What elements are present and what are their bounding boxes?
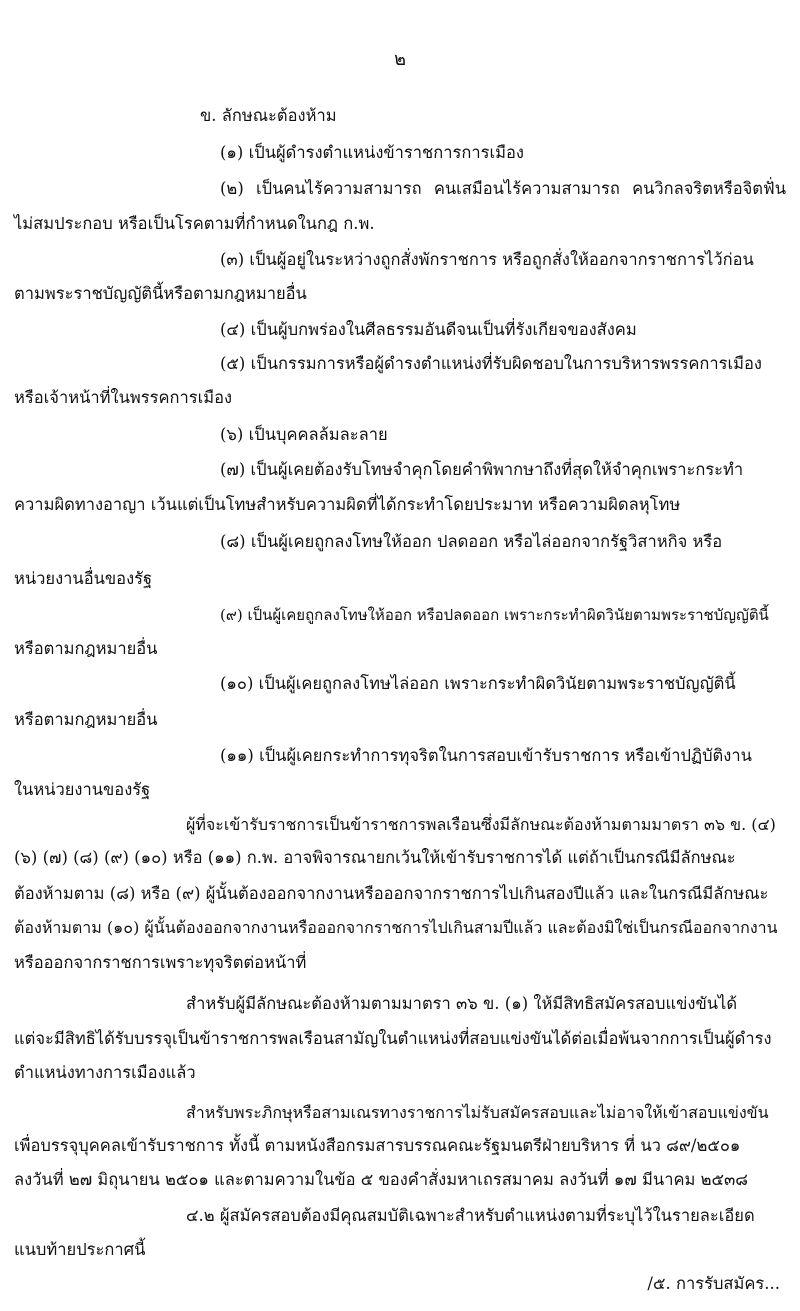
paragraph-4-line-1: ๔.๒ ผู้สมัครสอบต้องมีคุณสมบัติเฉพาะสำหรับตำแหน่งตามที่ระบุไว้ในรายละเอียด bbox=[186, 1206, 755, 1225]
page-number: ๒ bbox=[394, 49, 406, 70]
item-5-line-1: (๕) เป็นกรรมการหรือผู้ดำรงตำแหน่งที่รับผิดชอบในการบริหารพรรคการเมือง bbox=[220, 354, 762, 373]
paragraph-3-line-3: ลงวันที่ ๒๗ มิถุนายน ๒๕๐๑ และตามความในข้อ ๕ ของคำสั่งมหาเถรสมาคม ลงวันที่ ๑๗ มีนาคม ๒๕๓๘ bbox=[14, 1170, 749, 1189]
item-2-line-1: (๒) เป็นคนไร้ความสามารถ คนเสมือนไร้ความสามารถ คนวิกลจริตหรือจิตฟั่น bbox=[220, 179, 786, 198]
item-4: (๔) เป็นผู้บกพร่องในศีลธรรมอันดีจนเป็นที่รังเกียจของสังคม bbox=[220, 320, 637, 339]
paragraph-1-line-3: ต้องห้ามตาม (๘) หรือ (๙) ผู้นั้นต้องออกจากงานหรือออกจากราชการไปเกินสองปีแล้ว และในกรณีมีลักษณะ bbox=[14, 884, 769, 903]
section-heading: ข. ลักษณะต้องห้าม bbox=[200, 106, 337, 125]
item-3-line-2: ตามพระราชบัญญัตินี้หรือตามกฎหมายอื่น bbox=[14, 284, 307, 303]
item-7-line-1: (๗) เป็นผู้เคยต้องรับโทษจำคุกโดยคำพิพากษาถึงที่สุดให้จำคุกเพราะกระทำ bbox=[220, 460, 744, 479]
item-9-line-1: (๙) เป็นผู้เคยถูกลงโทษให้ออก หรือปลดออก เพราะกระทำผิดวินัยตามพระราชบัญญัตินี้ bbox=[220, 606, 769, 624]
item-5-line-2: หรือเจ้าหน้าที่ในพรรคการเมือง bbox=[14, 388, 233, 407]
item-9-line-2: หรือตามกฎหมายอื่น bbox=[14, 639, 158, 658]
item-11-line-2: ในหน่วยงานของรัฐ bbox=[14, 780, 151, 799]
paragraph-1-line-4: ต้องห้ามตาม (๑๐) ผู้นั้นต้องออกจากงานหรือออกจากราชการไปเกินสามปีแล้ว และต้องมิใช่เป็นกรณีออกจากงาน bbox=[14, 918, 778, 937]
item-11-line-1: (๑๑) เป็นผู้เคยกระทำการทุจริตในการสอบเข้ารับราชการ หรือเข้าปฏิบัติงาน bbox=[220, 746, 752, 765]
item-8-line-2: หน่วยงานอื่นของรัฐ bbox=[14, 569, 153, 588]
item-7-line-2: ความผิดทางอาญา เว้นแต่เป็นโทษสำหรับความผิดที่ได้กระทำโดยประมาท หรือความผิดลหุโทษ bbox=[14, 495, 681, 514]
paragraph-2-line-2: แต่จะมีสิทธิได้รับบรรจุเป็นข้าราชการพลเรือนสามัญในตำแหน่งที่สอบแข่งขันได้ต่อเมื่อพ้นจากการเป็นผู้ดำรง bbox=[14, 1029, 772, 1048]
item-10-line-1: (๑๐) เป็นผู้เคยถูกลงโทษไล่ออก เพราะกระทำผิดวินัยตามพระราชบัญญัตินี้ bbox=[220, 674, 736, 693]
item-2-line-2: ไม่สมประกอบ หรือเป็นโรคตามที่กำหนดในกฎ ก.พ. bbox=[14, 214, 375, 233]
item-8-line-1: (๘) เป็นผู้เคยถูกลงโทษให้ออก ปลดออก หรือไล่ออกจากรัฐวิสาหกิจ หรือ bbox=[220, 532, 723, 551]
paragraph-2-line-1: สำหรับผู้มีลักษณะต้องห้ามตามมาตรา ๓๖ ข. (๑) ให้มีสิทธิสมัครสอบแข่งขันได้ bbox=[186, 994, 738, 1013]
continuation-note: /๕. การรับสมัคร... bbox=[647, 1274, 780, 1293]
item-6: (๖) เป็นบุคคลล้มละลาย bbox=[220, 425, 388, 444]
paragraph-4-line-2: แนบท้ายประกาศนี้ bbox=[14, 1240, 146, 1259]
item-1: (๑) เป็นผู้ดำรงตำแหน่งข้าราชการการเมือง bbox=[220, 143, 524, 162]
paragraph-1-line-2: (๖) (๗) (๘) (๙) (๑๐) หรือ (๑๑) ก.พ. อาจพิจารณายกเว้นให้เข้ารับราชการได้ แต่ถ้าเป็นกรณีมีลักษณะ bbox=[14, 848, 736, 867]
paragraph-3-line-1: สำหรับพระภิกษุหรือสามเณรทางราชการไม่รับสมัครสอบและไม่อาจให้เข้าสอบแข่งขัน bbox=[186, 1103, 769, 1122]
paragraph-2-line-3: ตำแหน่งทางการเมืองแล้ว bbox=[14, 1063, 196, 1082]
paragraph-1-line-5: หรือออกจากราชการเพราะทุจริตต่อหน้าที่ bbox=[14, 953, 307, 972]
item-3-line-1: (๓) เป็นผู้อยู่ในระหว่างถูกสั่งพักราชการ หรือถูกสั่งให้ออกจากราชการไว้ก่อน bbox=[220, 250, 754, 269]
paragraph-1-line-1: ผู้ที่จะเข้ารับราชการเป็นข้าราชการพลเรือนซึ่งมีลักษณะต้องห้ามตามมาตรา ๓๖ ข. (๔) bbox=[186, 815, 776, 834]
paragraph-3-line-2: เพื่อบรรจุบุคคลเข้ารับราชการ ทั้งนี้ ตามหนังสือกรมสารบรรณคณะรัฐมนตรีฝ่ายบริหาร ที่ นว ๘๙/๒๕๐๑ bbox=[14, 1136, 741, 1155]
item-10-line-2: หรือตามกฎหมายอื่น bbox=[14, 710, 158, 729]
